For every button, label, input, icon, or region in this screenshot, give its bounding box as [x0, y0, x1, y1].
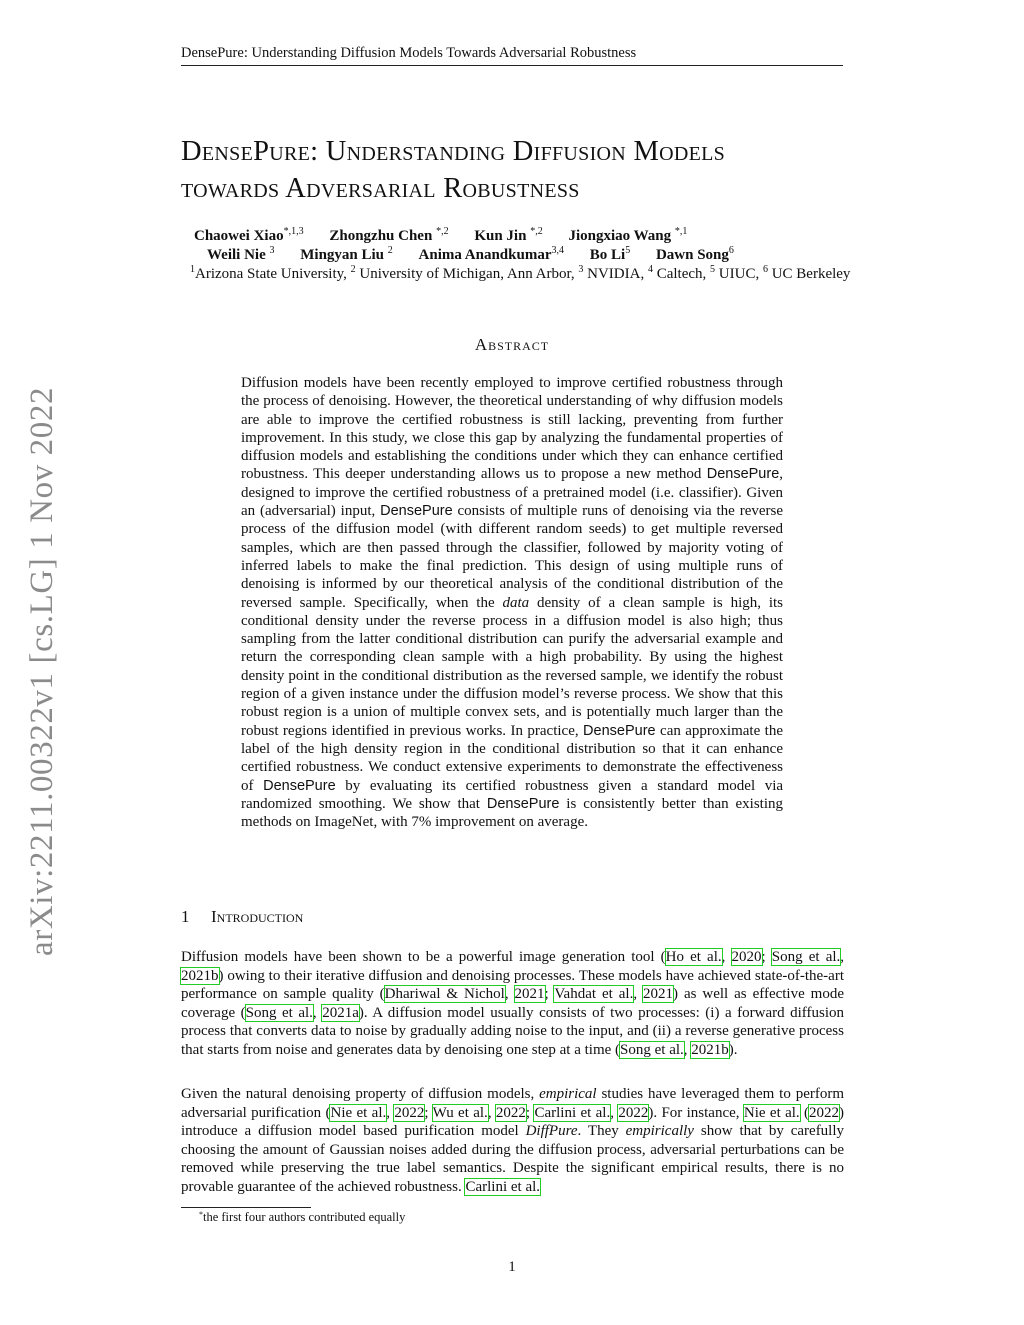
affiliation: Arizona State University, [195, 266, 347, 282]
affiliation: UIUC, [718, 266, 760, 282]
citation-link[interactable]: 2021a [322, 1004, 359, 1021]
citation-link[interactable]: Nie et al. [330, 1104, 387, 1121]
affiliation-marker: 5 [710, 264, 716, 275]
title-line-1: DensePure: Understanding Diffusion Models [181, 136, 726, 167]
title-line-2: towards Adversarial Robustness [181, 173, 580, 204]
body-text: . They [577, 1123, 619, 1140]
author-affiliation-marker: 6 [728, 245, 734, 256]
abstract-text: Diffusion models have been recently employed to improve certified robustness through the process of denoising. However, the theoretical understanding of why diffusion models are able to improve the certified robustness is still lacking, preventing from further improvement. In this study, we close this gap by analyzing the fundamental properties of diffusion models and establishing the conditions under which they can enhance certified robustness. This deeper understanding allows us to propose a new method [241, 375, 783, 483]
citation-link[interactable]: Carlini et al. [465, 1178, 541, 1195]
affiliations [180, 265, 960, 284]
emphasis: DiffPure [525, 1123, 578, 1140]
footnote [199, 1210, 405, 1225]
intro-paragraph-2: Given the natural denoising property of diffusion models, empirical studies have leveraged them to perform adversarial purification (Nie et al., 2022; Wu et al., 2022; Carlini et al., 2022). For instance, Nie et al. (2022) introduce a diffusion model based purification model DiffPure. They empirically show that by carefully choosing the amount of Gaussian noises added during the diffusion process, adversarial perturbations can be removed while preserving the true label semantics. Despite the significant empirical results, there is no provable guarantee of the achieved robustness. Carlini et al. [181, 1086, 845, 1195]
body-text: ). For instance, [648, 1104, 740, 1121]
citation-link[interactable]: 2022 [618, 1104, 649, 1121]
citation-link[interactable]: 2022 [809, 1104, 840, 1121]
author-name: Kun Jin [474, 228, 527, 244]
affiliation-marker: 4 [647, 264, 653, 275]
citation-link[interactable]: 2021b [181, 967, 219, 984]
author-name: Dawn Song [655, 247, 729, 263]
footnote-text: the first four authors contributed equally [203, 1210, 406, 1224]
author-name: Weili Nie [207, 247, 266, 263]
affiliation-marker: 1 [190, 264, 195, 275]
body-text: studies have leveraged them to perform adversarial purification ( [181, 1086, 845, 1121]
author-name: Jiongxiao Wang [568, 228, 672, 244]
author-affiliation-marker: *,2 [436, 226, 449, 237]
author-name: Chaowei Xiao [194, 228, 284, 244]
author-affiliation-marker: *,1 [674, 226, 688, 237]
emphasis: empirical [539, 1086, 597, 1102]
intro-paragraph-1: Diffusion models have been shown to be a powerful image generation tool (Ho et al., 2020; Song et al., 2021b) owing to their iterative diffusion and denoising processes. These models have achieved state-of-the-art performance on sample quality (Dhariwal & Nichol, 2021; Vahdat et al., 2021) as well as effective mode coverage (Song et al., 2021a). A diffusion model usually consists of two processes: (i) a forward diffusion process that converts data to noise by gradually adding noise to the input, and (ii) a reverse generative process that starts from noise and generates data by denoising one step at a time (Song et al., 2021b). [181, 949, 845, 1058]
author-affiliation-marker: *,1,3 [283, 226, 304, 237]
author-affiliation-marker: 3 [269, 245, 275, 256]
arxiv-identifier-stamp: arXiv:2211.00322v1 [cs.LG] 1 Nov 2022 [24, 386, 60, 956]
author-name: Anima Anandkumar [418, 247, 552, 263]
author-block [180, 227, 960, 284]
citation-link[interactable]: 2022 [495, 1104, 526, 1121]
author-affiliation-marker: 2 [387, 245, 393, 256]
abstract-text: , designed to improve the certified robustness of a pretrained model (i.e. classifier). Given an (adversarial) input, [241, 466, 784, 520]
section-number: 1 [181, 907, 190, 926]
abstract-text: can approximate the label of the high density region in the conditional distribution so that it can enhance certified robustness. We conduct extensive experiments to demonstrate the effectiveness of [241, 722, 784, 794]
body-text: show that by carefully choosing the amount of Gaussian noises added during the diffusion process, adversarial perturbations can be removed while preserving the true label semantics. Despite the significant empirical results, there is no provable guarantee of the achieved robustness. [181, 1123, 845, 1195]
author-affiliation-marker: 3,4 [551, 245, 564, 256]
citation-link[interactable]: Wu et al. [432, 1104, 488, 1121]
affiliation-marker: 3 [578, 264, 584, 275]
citation-link[interactable]: 2020 [731, 949, 762, 965]
method-name: DensePure [263, 777, 336, 794]
paper-title [181, 133, 861, 207]
citation-link[interactable]: Nie et al. [743, 1104, 800, 1121]
method-name: DensePure [706, 466, 780, 483]
running-head: DensePure: Understanding Diffusion Models Towards Adversarial Robustness [181, 45, 637, 61]
author-affiliation-marker: 5 [625, 245, 631, 256]
abstract-text: density of a clean sample is high, its conditional density under the reverse process in a diffusion model is also high; thus sampling from the latter conditional distribution can purify the adversarial example and return the corresponding clean sample with a high probability. By using the highest density point in the conditional distribution as the reversed sample, we identify the robust region of a given instance under the diffusion model’s reverse process. We show that this robust region is a union of multiple convex sets, and is potentially much larger than the robust regions identified in previous works. In practice, [241, 594, 784, 739]
body-text: introduce a diffusion model based purification model [181, 1123, 519, 1140]
citation-link[interactable]: Ho et al. [665, 949, 722, 965]
body-text: Diffusion models have been shown to be a powerful image generation tool ( [181, 949, 666, 965]
author-affiliation-marker: *,2 [530, 226, 543, 237]
citation-link[interactable]: 2022 [394, 1104, 425, 1121]
page-number: 1 [508, 1259, 516, 1275]
author-name: Mingyan Liu [300, 247, 385, 263]
emphasis: empirically [625, 1123, 694, 1140]
citation-link[interactable]: Vahdat et al. [554, 986, 634, 1003]
body-text: ) as well as effective mode coverage ( [181, 986, 845, 1021]
affiliation: UC Berkeley [771, 266, 851, 282]
emphasis-data: data [502, 594, 530, 611]
body-text: Given the natural denoising property of diffusion models, [181, 1086, 535, 1102]
abstract-text: consists of multiple runs of denoising via the reverse process of the diffusion model (with different random seeds) to get multiple reversed samples, which are then passed through the classifier, followed by majority voting of inferred labels to make the final prediction. This design of using multiple runs of denoising is informed by our theoretical analysis of the conditional distribution of the reversed sample. Specifically, when the [241, 503, 783, 611]
abstract-text: is consistently better than existing methods on ImageNet, with 7% improvement on average. [241, 795, 783, 831]
author-row-2 [180, 246, 960, 265]
citation-link[interactable]: 2021 [514, 986, 545, 1003]
affiliation-marker: 2 [350, 264, 356, 275]
abstract-text: by evaluating its certified robustness given a standard model via randomized smoothing. We show that [241, 777, 784, 812]
method-name: DensePure [486, 795, 560, 812]
affiliation: NVIDIA, [587, 266, 645, 282]
citation-link[interactable]: Song et al. [771, 949, 841, 965]
citation-link[interactable]: Carlini et al. [534, 1104, 611, 1121]
citation-link[interactable]: Song et al. [620, 1041, 684, 1058]
header-rule [181, 65, 843, 66]
section-title: Introduction [211, 907, 304, 926]
affiliation: University of Michigan, Ann Arbor, [359, 266, 575, 282]
method-name: DensePure [380, 503, 453, 520]
body-text: ). [728, 1041, 738, 1058]
citation-link[interactable]: 2021b [691, 1041, 729, 1058]
footnote-marker: * [199, 1210, 203, 1219]
affiliation: Caltech, [656, 266, 707, 282]
citation-link[interactable]: Song et al. [245, 1004, 313, 1021]
method-name: DensePure [583, 722, 656, 739]
author-name: Zhongzhu Chen [329, 228, 433, 244]
author-row-1 [180, 227, 960, 246]
author-name: Bo Li [589, 247, 626, 263]
footnote-rule [181, 1207, 311, 1208]
citation-link[interactable]: Dhariwal & Nichol [384, 986, 505, 1003]
section-heading-introduction [181, 907, 303, 927]
body-text: ). A diffusion model usually consists of two processes: (i) a forward diffusion process that converts data to noise by gradually adding noise to the input, and (ii) a reverse generative process that starts from noise and generates data by denoising one step at a time ( [181, 1004, 845, 1058]
citation-link[interactable]: 2021 [643, 986, 674, 1003]
body-text: ) owing to their iterative diffusion and denoising processes. These models have achieved state-of-the-art performance on sample quality ( [181, 967, 844, 1003]
abstract-heading: Abstract [474, 335, 550, 354]
abstract-body [241, 374, 783, 831]
affiliation-marker: 6 [762, 264, 768, 275]
